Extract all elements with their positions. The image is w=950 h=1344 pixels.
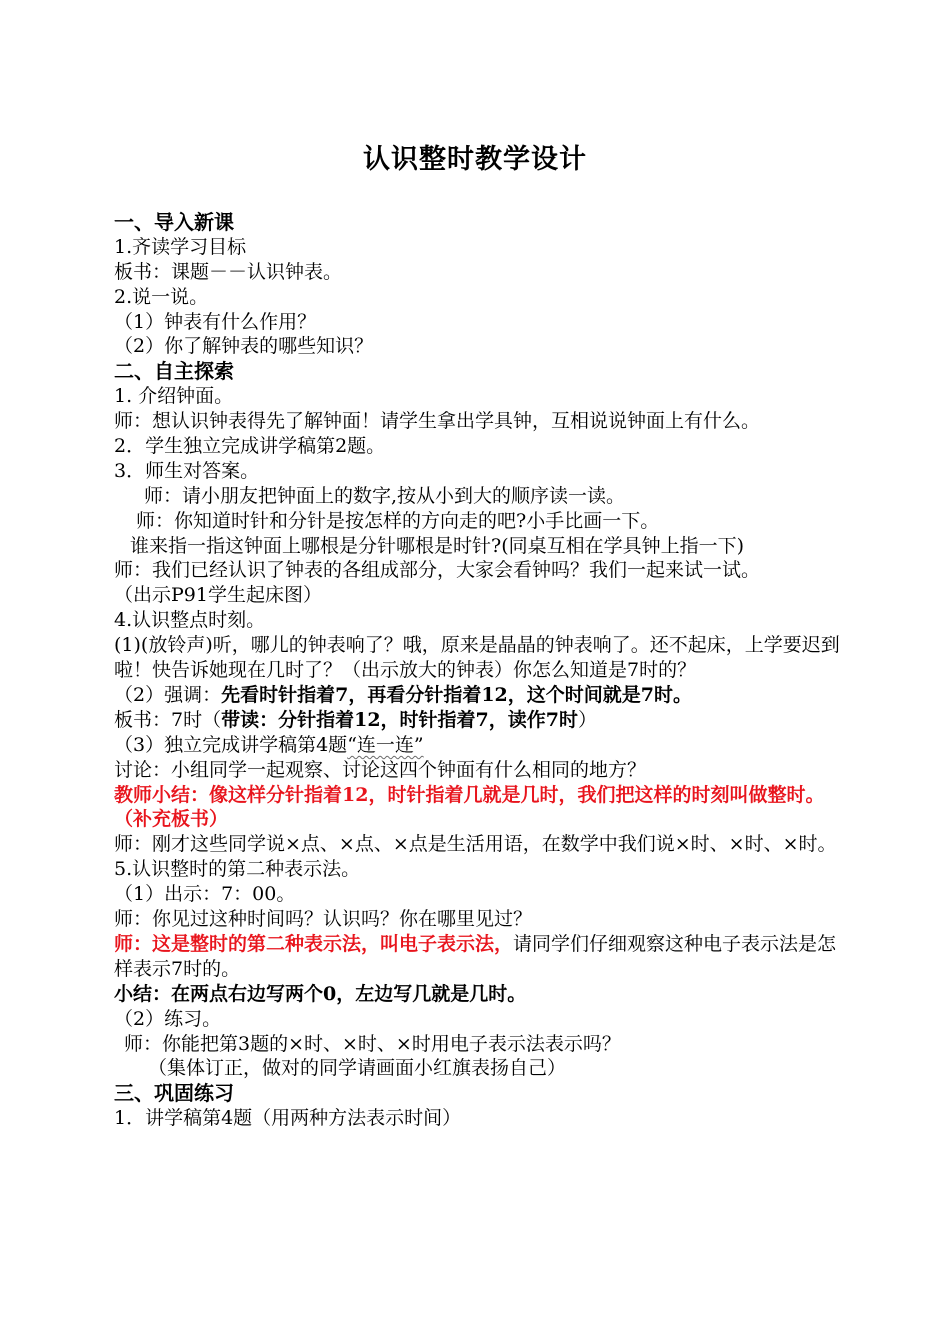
emphasis-text: 带读：分针指着12，时针指着7，读作7时 xyxy=(221,708,578,731)
text-run: （3）独立完成讲学稿第4题 xyxy=(114,733,348,756)
paragraph: 4.认识整点时刻。 xyxy=(114,609,266,632)
paragraph: 师：请小朋友把钟面上的数字,按从小到大的顺序读一读。 xyxy=(144,484,626,507)
paragraph: 1. 介绍钟面。 xyxy=(114,385,234,408)
paragraph: （2）你了解钟表的哪些知识？ xyxy=(114,335,374,358)
paragraph: 师：刚才这些同学说×点、×点、×点是生活用语，在数学中我们说×时、×时、×时。 xyxy=(114,833,837,856)
page-title: 认识整时教学设计 xyxy=(363,144,587,175)
paragraph: （1）出示：7：00。 xyxy=(114,883,296,906)
paragraph: 讨论：小组同学一起观察、讨论这四个钟面有什么相同的地方？ xyxy=(114,758,647,781)
wavy-underlined-text: “连一连” xyxy=(347,733,424,756)
paragraph: （集体订正，做对的同学请画面小红旗表扬自己） xyxy=(148,1057,567,1080)
paragraph: （1）钟表有什么作用？ xyxy=(114,310,317,333)
summary-paragraph: 小结：在两点右边写两个0，左边写几就是几时。 xyxy=(114,982,527,1005)
section-heading-2: 二、自主探索 xyxy=(114,359,234,384)
text-run: 板书：7时（ xyxy=(114,708,222,731)
paragraph: 5.认识整时的第二种表示法。 xyxy=(114,858,361,881)
red-emphasis-paragraph: 教师小结：像这样分针指着12，时针指着几就是几时，我们把这样的时刻叫做整时。（补充板书） xyxy=(114,783,825,831)
paragraph: 1．讲学稿第4题（用两种方法表示时间） xyxy=(114,1107,462,1130)
document-body xyxy=(114,210,849,1131)
text-run: （2）强调： xyxy=(114,683,222,706)
section-heading-3: 三、巩固练习 xyxy=(114,1081,234,1106)
paragraph: 师：我们已经认识了钟表的各组成部分，大家会看钟吗？我们一起来试一试。 xyxy=(114,559,761,582)
text-run: 请同学们仔细观察这种电子表示法是怎样表示7时的。 xyxy=(114,932,837,980)
paragraph: （出示P91学生起床图） xyxy=(114,584,322,607)
section-heading-1: 一、导入新课 xyxy=(114,210,234,234)
paragraph: （2）练习。 xyxy=(114,1007,222,1030)
paragraph: 师：你见过这种时间吗？认识吗？你在哪里见过？ xyxy=(114,908,533,931)
paragraph: 3．师生对答案。 xyxy=(114,459,260,482)
emphasis-text: 先看时针指着7，再看分针指着12，这个时间就是7时。 xyxy=(221,683,692,706)
text-run: ） xyxy=(577,708,597,731)
paragraph: 师：想认识钟表得先了解钟面！请学生拿出学具钟，互相说说钟面上有什么。 xyxy=(114,410,761,433)
paragraph: 2.说一说。 xyxy=(114,285,209,308)
paragraph: 师：你知道时针和分针是按怎样的方向走的吧?小手比画一下。 xyxy=(136,509,660,532)
red-emphasis-text: 师：这是整时的第二种表示法，叫电子表示法， xyxy=(114,932,514,955)
paragraph: 谁来指一指这钟面上哪根是分针哪根是时针?(同桌互相在学具钟上指一下) xyxy=(130,534,745,557)
paragraph xyxy=(114,932,849,982)
paragraph: 1.齐读学习目标 xyxy=(114,235,247,258)
paragraph: 2．学生独立完成讲学稿第2题。 xyxy=(114,435,386,458)
paragraph: 师：你能把第3题的×时、×时、×时用电子表示法表示吗？ xyxy=(124,1032,621,1055)
paragraph xyxy=(114,683,849,708)
paragraph: (1)(放铃声)听，哪儿的钟表响了？哦，原来是晶晶的钟表响了。还不起床，上学要迟到啦！快告诉她现在几时了？（出示放大的钟表）你怎么知道是7时的？ xyxy=(114,634,840,682)
paragraph xyxy=(114,708,849,733)
paragraph xyxy=(114,733,849,758)
paragraph: 板书：课题－－认识钟表。 xyxy=(114,260,343,283)
